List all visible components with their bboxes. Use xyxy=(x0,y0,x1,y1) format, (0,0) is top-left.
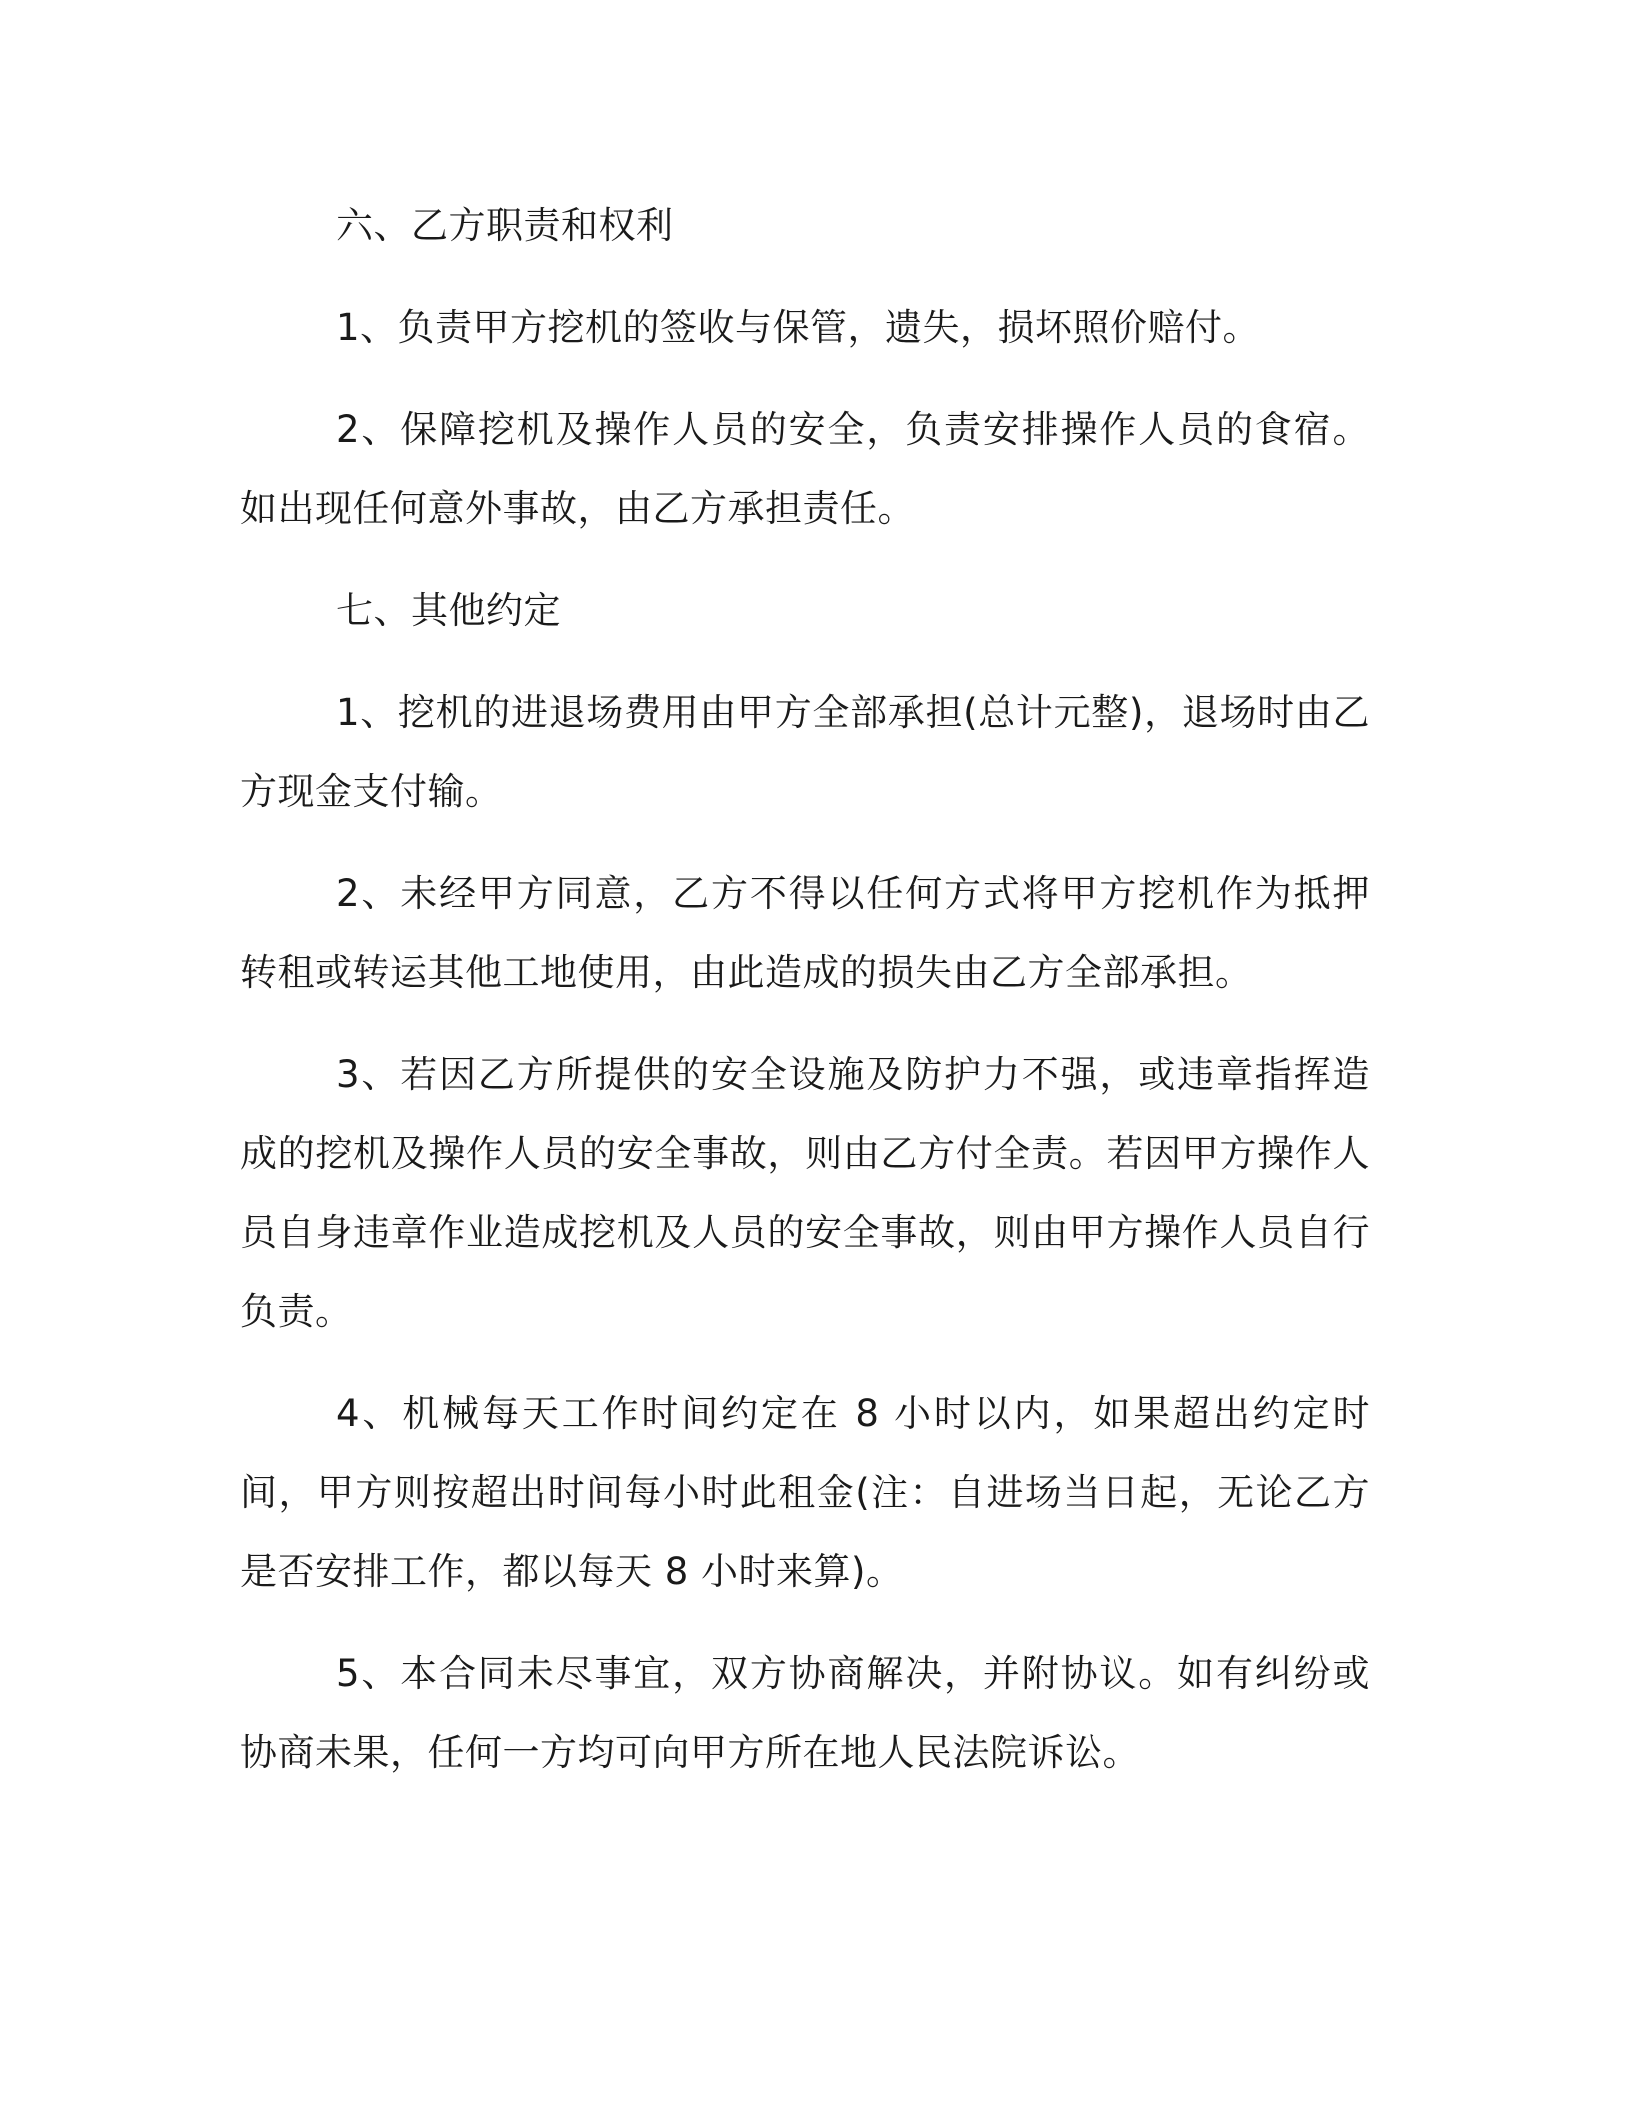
clause-paragraph: 2、保障挖机及操作人员的安全，负责安排操作人员的食宿。如出现任何意外事故，由乙方承担责任。 xyxy=(240,408,1370,530)
section-heading-duties: 六、乙方职责和权利 xyxy=(336,204,674,247)
section-heading-other: 七、其他约定 xyxy=(336,589,561,632)
document-body xyxy=(240,186,1370,1815)
clause-paragraph: 4、机械每天工作时间约定在 8 小时以内，如果超出约定时间，甲方则按超出时间每小时此租金(注：自进场当日起，无论乙方是否安排工作，都以每天 8 小时来算)。 xyxy=(240,1392,1370,1593)
clause-paragraph: 1、挖机的进退场费用由甲方全部承担(总计元整)，退场时由乙方现金支付输。 xyxy=(240,691,1370,813)
clause-paragraph: 2、未经甲方同意，乙方不得以任何方式将甲方挖机作为抵押转租或转运其他工地使用，由此造成的损失由乙方全部承担。 xyxy=(240,872,1370,994)
clause-paragraph: 3、若因乙方所提供的安全设施及防护力不强，或违章指挥造成的挖机及操作人员的安全事故，则由乙方付全责。若因甲方操作人员自身违章作业造成挖机及人员的安全事故，则由甲方操作人员自行负责。 xyxy=(240,1053,1370,1333)
clause-paragraph: 5、本合同未尽事宜，双方协商解决，并附协议。如有纠纷或协商未果，任何一方均可向甲方所在地人民法院诉讼。 xyxy=(240,1652,1370,1774)
clause-paragraph: 1、负责甲方挖机的签收与保管，遗失，损坏照价赔付。 xyxy=(336,306,1261,349)
